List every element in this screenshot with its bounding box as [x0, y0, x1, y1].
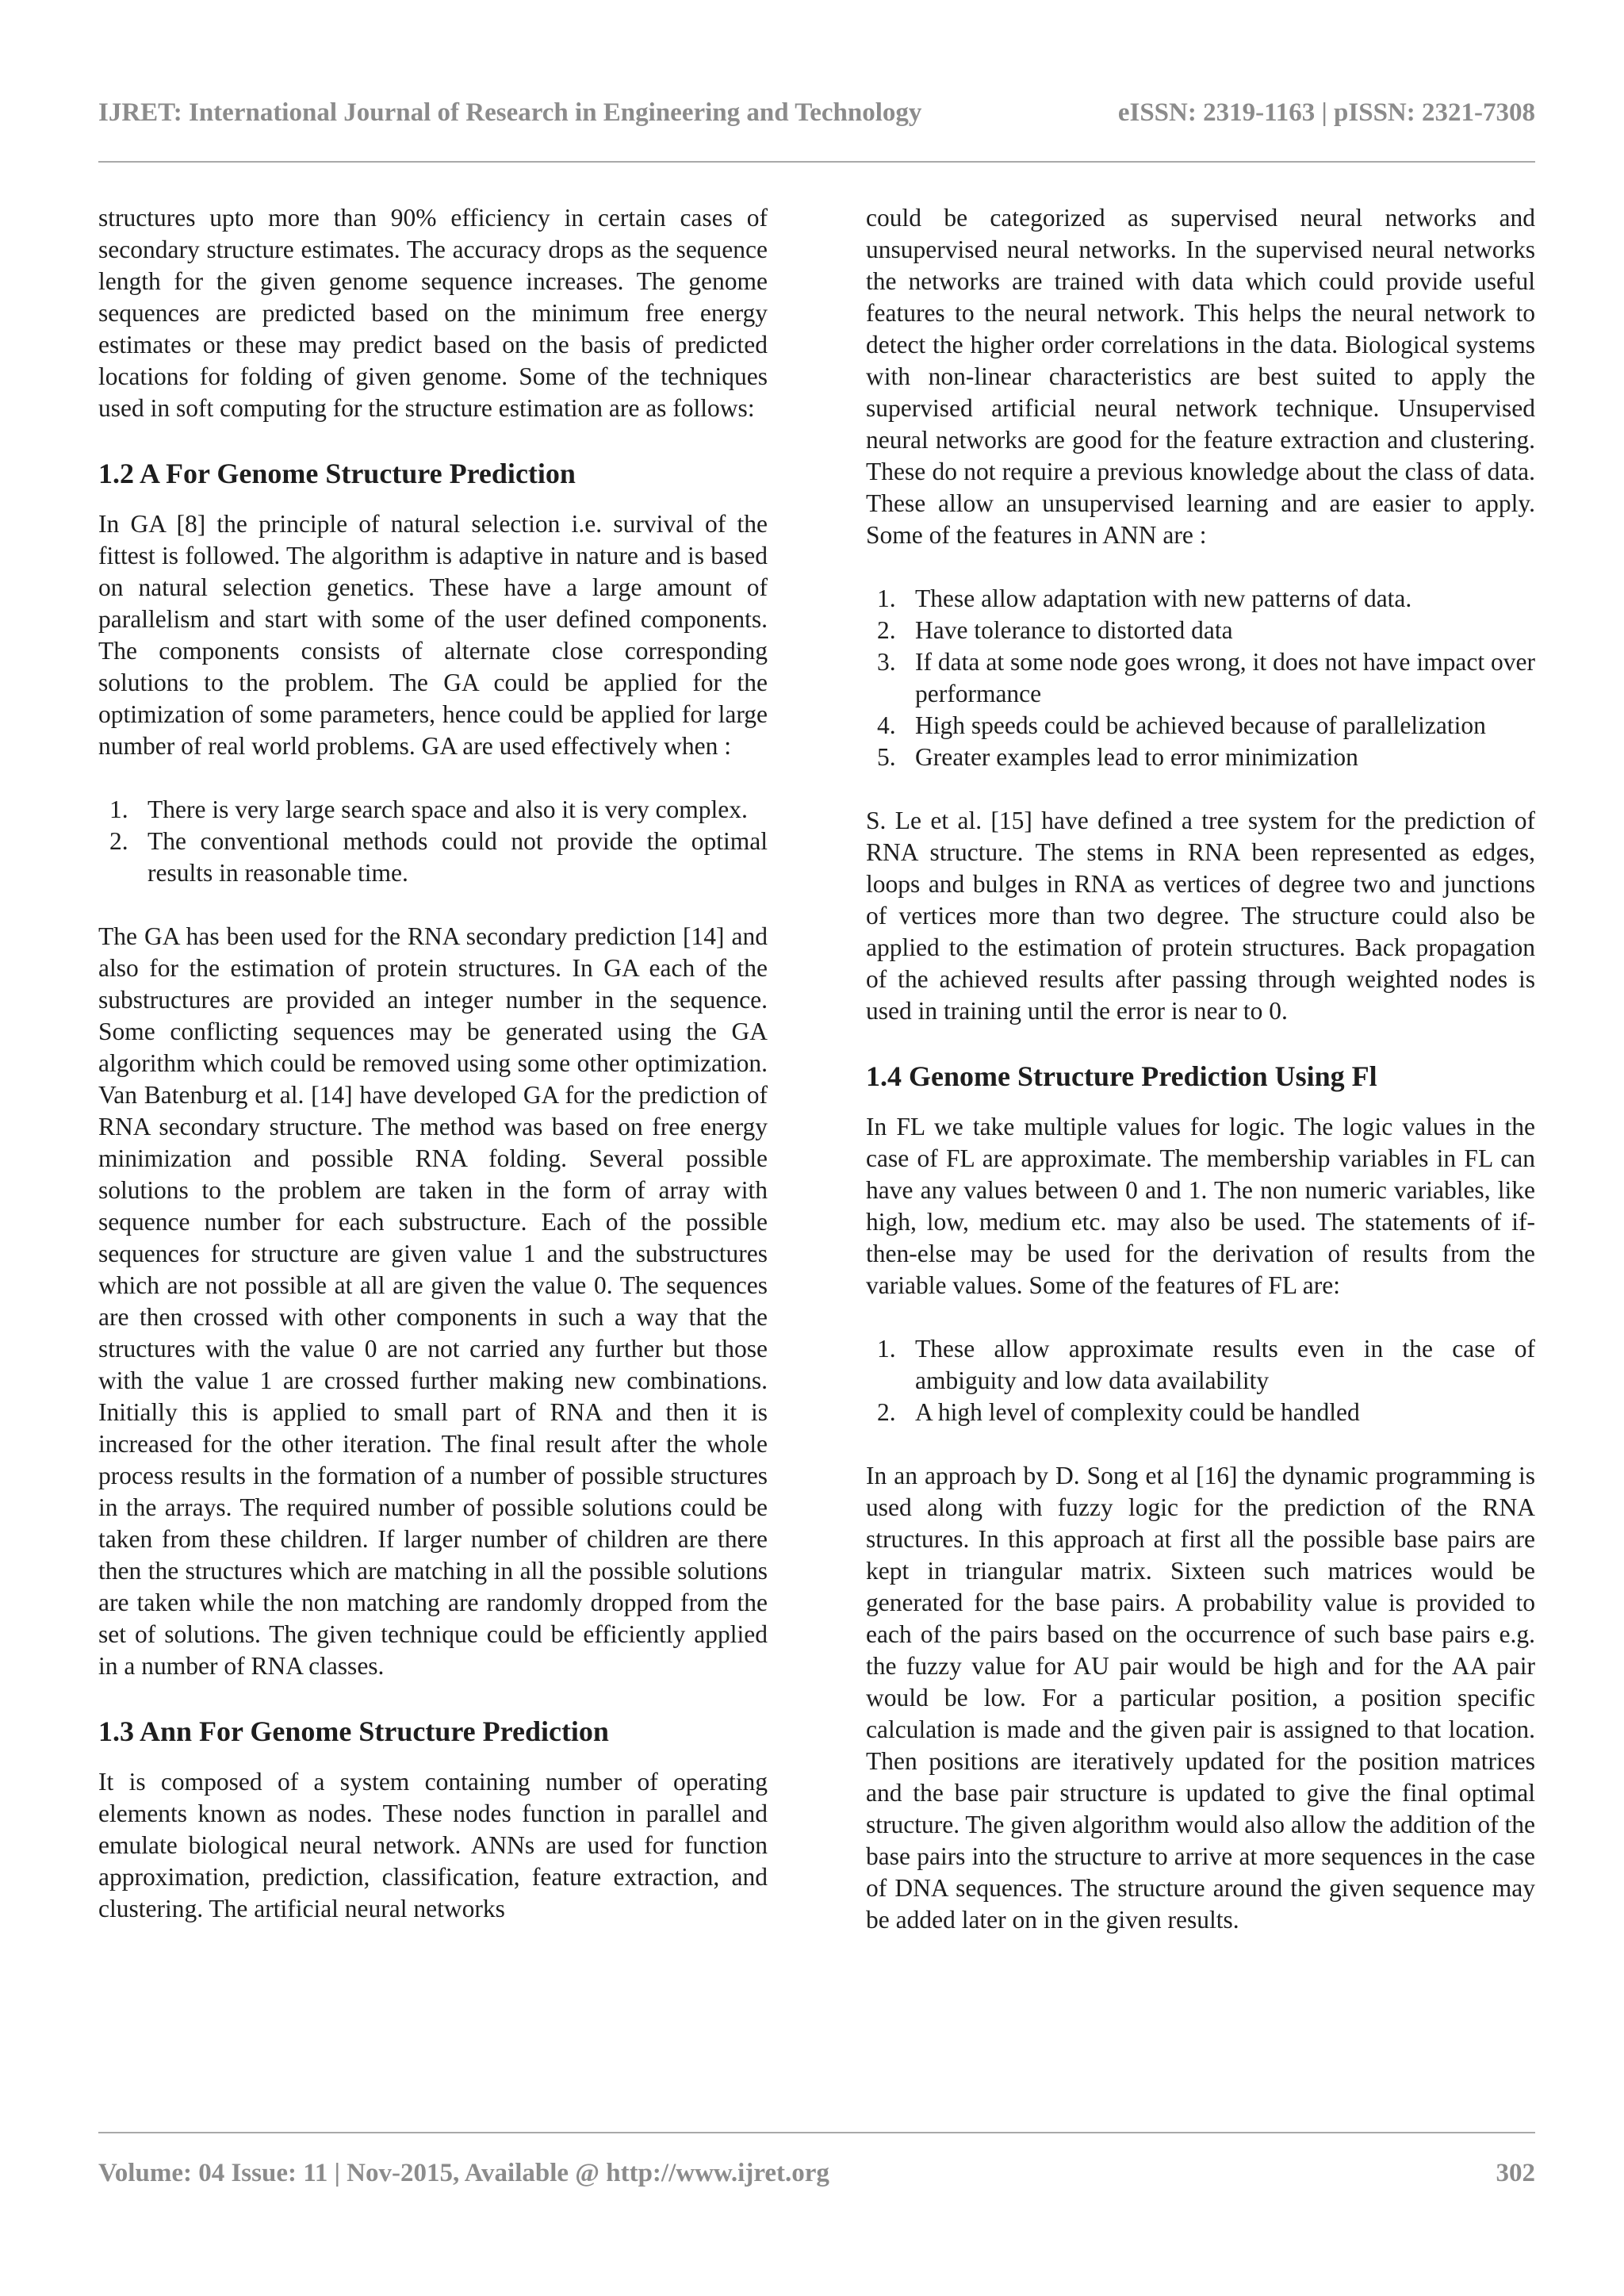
- continuation-paragraph: could be categorized as supervised neural networks and unsupervised neural networks. In the supervised neural networks the networks are trained with data which could provide useful features to the neural network. This helps the neural network to detect the higher order correlations in the data. Biological systems with non-linear characteristics are best suited to apply the supervised artificial neural network technique. Unsupervised neural networks are good for the feature extraction and clustering. These do not require a previous knowledge about the class of data. These allow an unsupervised learning and are easier to apply. Some of the features in ANN are :: [866, 204, 1535, 549]
- list-item: 2. The conventional methods could not provide the optimal results in reasonable time.: [109, 827, 768, 887]
- section-heading-1-3: 1.3 Ann For Genome Structure Prediction: [98, 1715, 609, 1747]
- section-heading-1-4: 1.4 Genome Structure Prediction Using Fl: [866, 1060, 1377, 1092]
- list-item: 1. There is very large search space and also it is very complex.: [109, 795, 748, 823]
- section-1-3-paragraph-1: It is composed of a system containing number of operating elements known as nodes. These nodes function in parallel and emulate biological neural network. ANNs are used for function approximation, prediction, classification, feature extraction, and clustering. The artificial neural networks: [98, 1768, 768, 1922]
- section-1-4-paragraph-1: In FL we take multiple values for logic. The logic values in the case of FL are approximate. The membership variables in FL can have any values between 0 and 1. The non numeric variables, like high, low, medium etc. may also be used. The statements of if-then-else may be used for the derivation of results from the variable values. Some of the features of FL are:: [866, 1113, 1535, 1299]
- ann-features-list: [866, 583, 1535, 773]
- section-heading-1-2: 1.2 A For Genome Structure Prediction: [98, 458, 576, 489]
- section-1-4-paragraph-2: In an approach by D. Song et al [16] the dynamic programming is used along with fuzzy logic for the prediction of the RNA structures. In this approach at first all the possible base pairs are kept in triangular matrix. Sixteen such matrices would be generated for the base pairs. A probability value is provided to each of the pairs based on the occurrence of such base pairs e.g. the fuzzy value for AU pair would be high and for the AA pair would be low. For a particular position, a position specific calculation is made and the given pair is assigned to that location. Then positions are iteratively updated for the position matrices and the base pair structure is updated to give the final optimal structure. The given algorithm would also allow the addition of the base pairs into the structure to arrive at more sequences in the case of DNA sequences. The structure around the given sequence may be added later on in the given results.: [866, 1462, 1535, 1934]
- list-item: 1. These allow approximate results even in the case of ambiguity and low data availability: [877, 1335, 1535, 1394]
- fl-features-list: [866, 1333, 1535, 1428]
- section-1-2-paragraph-1: In GA [8] the principle of natural selection i.e. survival of the fittest is followed. The algorithm is adaptive in nature and is based on natural selection genetics. These have a large amount of parallelism and start with some of the user defined components. The components consists of alternate close corresponding solutions to the problem. The GA could be applied for the optimization of some parameters, hence could be applied for large number of real world problems. GA are used effectively when :: [98, 510, 768, 760]
- list-item: 2. Have tolerance to distorted data: [877, 616, 1233, 644]
- list-item: 2. A high level of complexity could be handled: [877, 1398, 1360, 1426]
- list-item: 3. If data at some node goes wrong, it does not have impact over performance: [877, 648, 1535, 707]
- ga-conditions-list: [98, 794, 768, 889]
- tree-system-paragraph: S. Le et al. [15] have defined a tree system for the prediction of RNA structure. The stems in RNA been represented as edges, loops and bulges in RNA as vertices of degree two and junctions of vertices more than two degree. The structure could also be applied to the estimation of protein structures. Back propagation of the achieved results after passing through weighted nodes is used in training until the error is near to 0.: [866, 807, 1535, 1025]
- list-item: 5. Greater examples lead to error minimization: [877, 743, 1358, 771]
- volume-info: Volume: 04 Issue: 11 | Nov-2015, Available @ http://www.ijret.org: [98, 2159, 829, 2187]
- intro-paragraph: structures upto more than 90% efficiency in certain cases of secondary structure estimates. The accuracy drops as the sequence length for the given genome sequence increases. The genome sequences are predicted based on the minimum free energy estimates or these may predict based on the basis of predicted locations for folding of given genome. Some of the techniques used in soft computing for the structure estimation are as follows:: [98, 204, 768, 422]
- section-1-2-paragraph-2: The GA has been used for the RNA secondary prediction [14] and also for the estimation of protein structures. In GA each of the substructures are provided an integer number in the sequence. Some conflicting sequences may be generated using the GA algorithm which could be removed using some other optimization. Van Batenburg et al. [14] have developed GA for the prediction of RNA secondary structure. The method was based on free energy minimization and possible RNA folding. Several possible solutions to the problem are taken in the form of array with sequence number for each substructure. Each of the possible sequences for structure are given value 1 and the substructures which are not possible at all are given the value 0. The sequences are then crossed with other components in such a way that the structures with the value 0 are not carried any further but those with the value 1 are crossed further making new combinations. Initially this is applied to small part of RNA and then it is increased for the other iteration. The final result after the whole process results in the formation of a number of possible structures in the arrays. The required number of possible solutions could be taken from these children. If larger number of children are there then the structures which are matching in all the possible solutions are taken while the non matching are randomly dropped from the set of solutions. The given technique could be efficiently applied in a number of RNA classes.: [98, 922, 768, 1680]
- header-divider: [98, 161, 1535, 163]
- list-item: 1. These allow adaptation with new patterns of data.: [877, 585, 1412, 612]
- page-footer: [98, 2159, 1535, 2194]
- footer-divider: [98, 2132, 1535, 2133]
- right-column: [866, 202, 1535, 1936]
- journal-title: IJRET: International Journal of Research in Engineering and Technology: [98, 98, 922, 127]
- issn-info: eISSN: 2319-1163 | pISSN: 2321-7308: [1117, 98, 1535, 127]
- list-item: 4. High speeds could be achieved because of parallelization: [877, 711, 1486, 739]
- running-header: [98, 98, 1535, 133]
- left-column: [98, 202, 768, 1925]
- page-number: 302: [1496, 2159, 1535, 2187]
